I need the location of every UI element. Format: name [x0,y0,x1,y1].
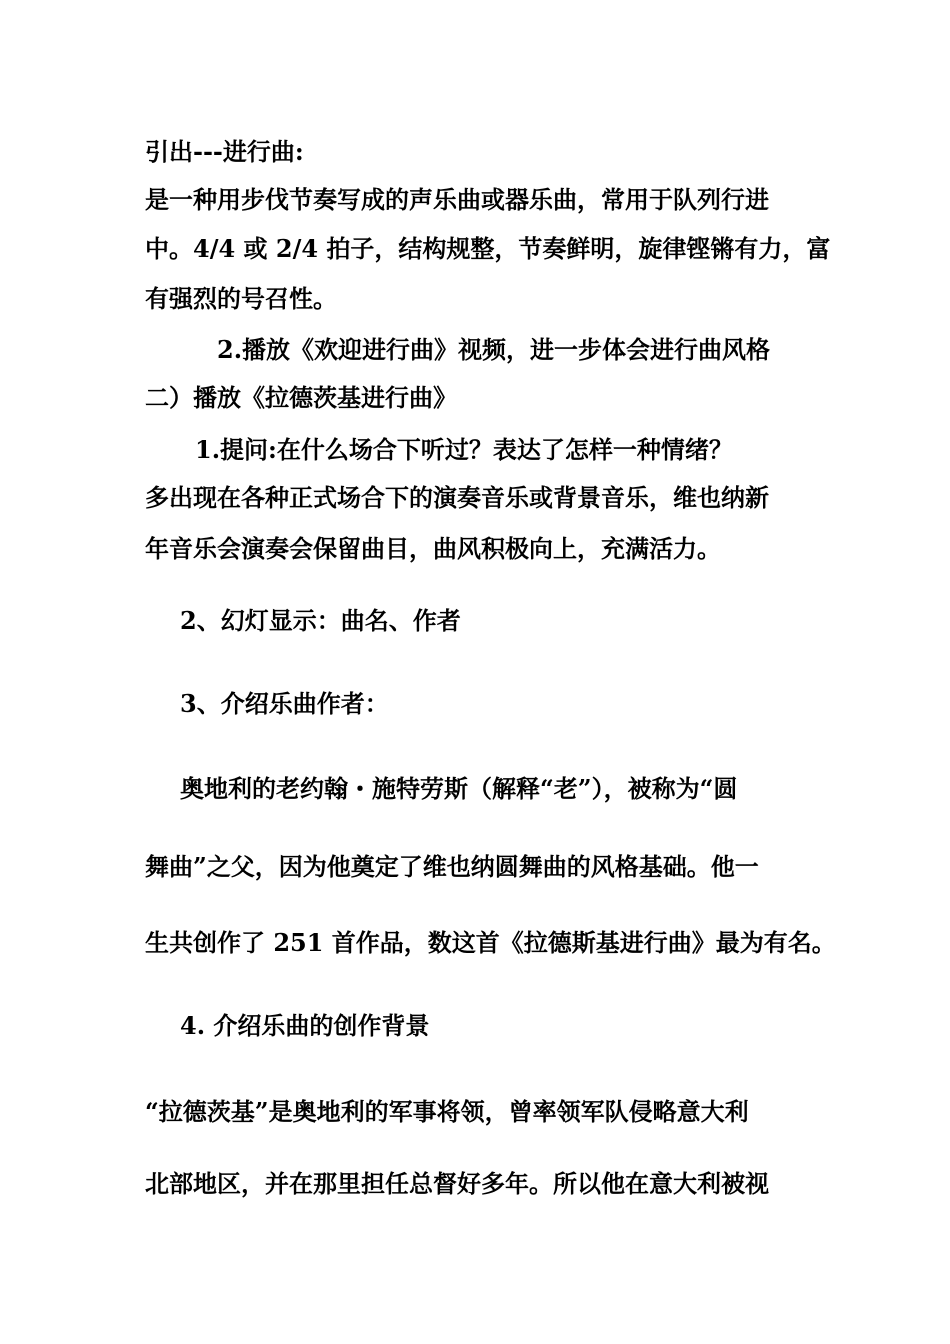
step-item: 4. 介绍乐曲的创作背景 [180,1011,430,1040]
section-heading: 二）播放《拉德茨基进行曲》 [145,383,457,412]
question-item: 1.提问:在什么场合下听过？表达了怎样一种情绪？ [195,435,733,464]
paragraph-line: 奥地利的老约翰・施特劳斯（解释“老”），被称为“圆 [180,774,738,803]
paragraph-line: 有强烈的号召性。 [145,284,337,313]
paragraph-line: 多出现在各种正式场合下的演奏音乐或背景音乐，维也纳新 [145,483,769,512]
intro-heading: 引出---进行曲: [145,137,304,166]
paragraph-line: 是一种用步伐节奏写成的声乐曲或器乐曲，常用于队列行进 [145,185,769,214]
step-item: 3、介绍乐曲作者： [180,689,389,718]
paragraph-line: “拉德茨基”是奥地利的军事将领，曾率领军队侵略意大利 [145,1097,749,1126]
step-item: 2、幻灯显示：曲名、作者 [180,606,461,635]
paragraph-line: 舞曲”之父，因为他奠定了维也纳圆舞曲的风格基础。他一 [145,852,759,881]
paragraph-line: 中。4/4 或 2/4 拍子，结构规整，节奏鲜明，旋律铿锵有力，富 [145,234,831,263]
paragraph-line: 年音乐会演奏会保留曲目，曲风积极向上，充满活力。 [145,534,721,563]
step-item: 2.播放《欢迎进行曲》视频，进一步体会进行曲风格 [217,335,771,364]
paragraph-line: 北部地区，并在那里担任总督好多年。所以他在意大利被视 [145,1169,769,1198]
paragraph-line: 生共创作了 251 首作品，数这首《拉德斯基进行曲》最为有名。 [145,928,836,957]
